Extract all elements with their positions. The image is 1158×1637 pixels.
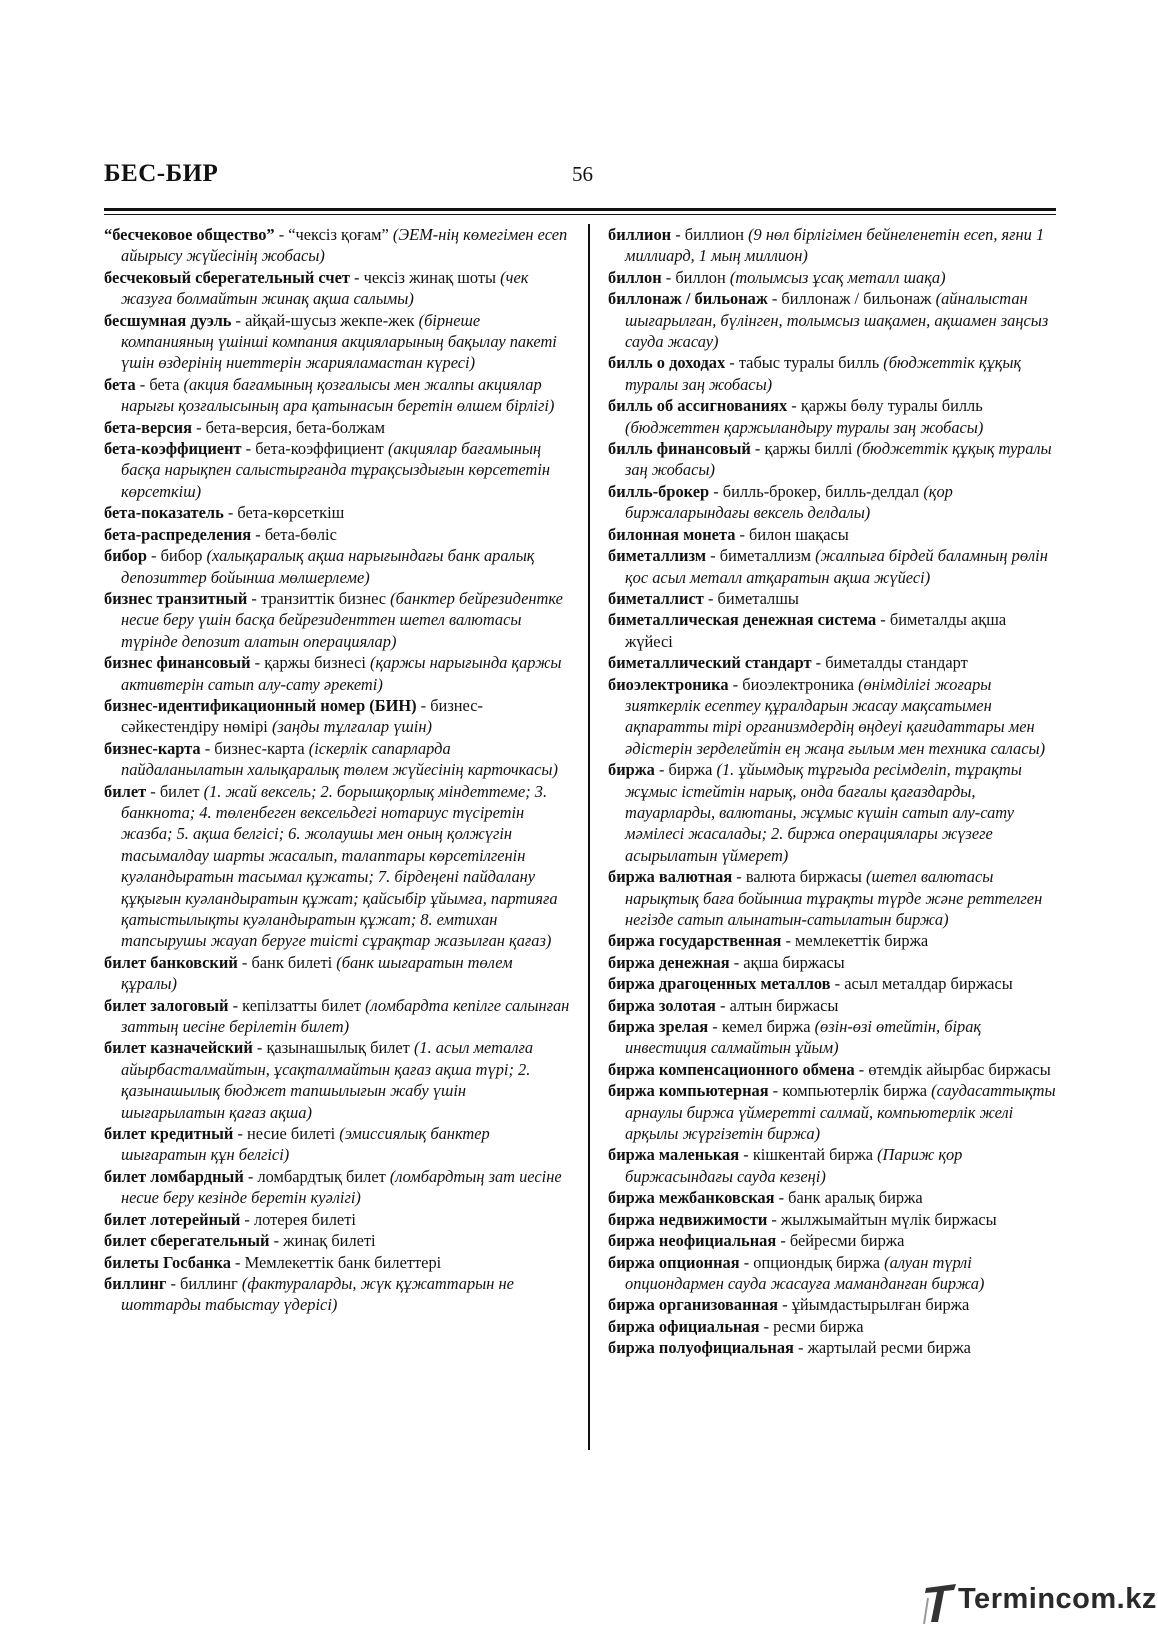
entry-translation: бета [149, 374, 184, 394]
entry-separator: - [735, 524, 750, 544]
entry-definition: (халықаралық ақша нарығындағы банк аралық депозиттер бойынша мөлшерлеме) [121, 546, 535, 587]
entry-term: биржа драгоценных металлов [608, 974, 831, 994]
entry-term: бесшумная дуэль [104, 310, 232, 330]
entry-translation: биллонаж / бильонаж [781, 289, 936, 309]
entry-separator: - [781, 931, 796, 951]
dictionary-entry [608, 395, 1056, 438]
entry-term: бизнес-идентификационный номер (БИН) [104, 695, 417, 715]
dictionary-entry [608, 609, 1056, 652]
entry-translation: жартылай ресми биржа [807, 1338, 971, 1358]
entry-definition: (айналыстан шығарылған, бүлінген, толымсыз шақамен, ақшамен заңсыз сауда жасау) [625, 289, 1049, 352]
dictionary-entry [608, 952, 1056, 973]
entry-definition: (1. жай вексель; 2. борышқорлық міндеттеме; 3. банкнота; 4. төленбеген вексельдегі нотариус түсіретін жазба; 5. ақша белгісі; 6. жолаушы мен оның қолжүгін тасымалдау шарты жасалып, талаптары көрсетілгенін куәландыратын тасымал құжаты; 7. бірдеңені пайдалану құқығын куәландыратын құжат; қайсыбір ұйымға, партияға қатыстылықты куәландыратын құжат; 8. емтихан тапсырушы жауап беруге тиісті сұрақтар жазылған қағаз) [121, 781, 558, 951]
entry-term: бета-распределения [104, 524, 252, 544]
entry-term: биржа опционная [608, 1252, 740, 1272]
dictionary-entry [608, 1080, 1056, 1144]
entry-definition: (1. ұйымдық тұрғыда ресімделіп, тұрақты жұмыс істейтін нарық, онда бағалы қағаздарды, тауарларды, валютаны, жұмыс күшін сатып алу-сату мәмілесі жасалады; 2. биржа операциялары жүзеге асырылатын үймерет) [625, 760, 1022, 865]
entry-term: билеты Госбанка [104, 1252, 231, 1272]
entry-separator: - [251, 524, 265, 544]
dictionary-entry [104, 310, 571, 374]
entry-definition: (заңды тұлғалар үшін) [271, 717, 432, 737]
entry-term: биржа полуофициальная [608, 1338, 794, 1358]
entry-definition: (өнімділігі жоғары зияткерлік есептеу құралдарын жасау мақсатымен ақпаратты тірі организмдердің өңдеуі қағидаттары мен әдістерін зерделейтін ең жаңа ғылым мен техника саласы) [625, 674, 1046, 758]
entry-definition: (бюджеттік құқық туралы заң жобасы) [625, 353, 1022, 394]
entry-separator: - [830, 974, 845, 994]
entry-separator: - [768, 1081, 783, 1101]
dictionary-entry [608, 1016, 1056, 1059]
dictionary-entry [608, 1252, 1056, 1295]
entry-term: биржа компенсационного обмена [608, 1059, 855, 1079]
entry-term: билль о доходах [608, 353, 726, 373]
entry-separator: - [146, 546, 161, 566]
entry-definition: (бюджеттен қаржыландыру туралы заң жобасы) [625, 417, 984, 437]
entry-term: билет [104, 781, 147, 801]
entry-term: биржа золотая [608, 995, 716, 1015]
entry-term: бета-показатель [104, 503, 224, 523]
dictionary-entry [104, 502, 571, 523]
entry-separator: - [876, 610, 890, 630]
entry-term: биметаллическая денежная система [608, 610, 877, 630]
dictionary-entry [608, 930, 1056, 951]
entry-definition: (чек жазуға болмайтын жинақ ақша салымы) [121, 267, 529, 309]
entry-translation: биллион [684, 225, 749, 244]
entry-definition: (қаржы нарығында қаржы активтерін сатып алу-сату әрекеті) [121, 653, 562, 694]
entry-separator: - [671, 225, 685, 244]
entry-separator: - [252, 1038, 267, 1058]
dictionary-entry [608, 759, 1056, 866]
entry-translation: қазынашылық билет [266, 1038, 414, 1058]
dictionary-entry [608, 1209, 1056, 1230]
entry-translation: чексіз жинақ шоты [363, 267, 501, 287]
entry-translation: валюта биржасы [745, 867, 867, 887]
entry-definition: (1. асыл металға айырбасталмайтын, ұсақталмайтын қағаз ақша түрі; 2. қазынашылық бюджет тапшылығын жабу үшін шығарылатын қағаз ақша) [121, 1038, 534, 1122]
entry-separator: - [135, 374, 150, 394]
dictionary-entry [608, 545, 1056, 588]
entry-term: биметаллический стандарт [608, 653, 812, 673]
entry-definition: (саудасаттықты арнаулы биржа үймеретті салмай, компьютерлік желі арқылы жүргізетін биржа) [625, 1081, 1056, 1144]
entry-term: билет банковский [104, 952, 238, 972]
entry-translation: бизнес-сәйкестендіру нөмірі [121, 695, 483, 737]
entry-definition: (ломбардта кепілге салынған заттың иесіне берілетін билет) [121, 995, 570, 1037]
entry-definition: (фактураларды, жүк құжаттарын не шоттарды табыстау үдерісі) [121, 1273, 514, 1315]
entry-definition: (өзін-өзі өтейтін, бірақ инвестиция салмайтын ұйым) [625, 1017, 982, 1058]
entry-translation: өтемдік айырбас биржасы [868, 1059, 1051, 1079]
entry-separator: - [250, 653, 265, 673]
page-title: БЕС-БИР [104, 160, 219, 187]
header-rule-thick [104, 208, 1056, 211]
entry-separator: - [241, 439, 256, 459]
entry-translation: жинақ билеті [283, 1231, 376, 1251]
dictionary-entry [104, 1252, 571, 1273]
entry-definition: (ЭЕМ-нің көмегімен есеп айырысу жүйесінің жобасы) [121, 225, 568, 266]
entry-separator: - [708, 1017, 722, 1037]
dictionary-entry [608, 288, 1056, 352]
dictionary-entry [104, 781, 571, 952]
entry-term: биметаллист [608, 588, 704, 608]
entry-translation: биметалды стандарт [825, 653, 968, 673]
entry-separator: - [349, 267, 364, 287]
entry-translation: биметалшы [717, 588, 799, 608]
entry-term: билет залоговый [104, 995, 229, 1015]
entry-separator: - [240, 1209, 254, 1229]
entry-definition: (акциялар бағамының басқа нарықпен салыстырғанда тұрақсыздығын көрсететін көрсеткіш) [121, 439, 551, 501]
entry-term: бизнес транзитный [104, 588, 248, 608]
dictionary-entry [608, 588, 1056, 609]
dictionary-entry [104, 1037, 571, 1123]
entry-term: биржа валютная [608, 867, 733, 887]
entry-term: биржа межбанковская [608, 1188, 775, 1208]
dictionary-entry [608, 1294, 1056, 1315]
dictionary-entry [104, 224, 571, 267]
termincom-logo-icon [922, 1578, 962, 1626]
entry-separator: - [661, 267, 676, 287]
entry-definition: (банктер бейрезидентке несие беру үшін басқа бейрезиденттен шетел валютасы түрінде депозит алатын операциялар) [121, 588, 563, 651]
entry-translation: биллинг [180, 1273, 242, 1293]
dictionary-entry [104, 1209, 571, 1230]
entry-separator: - [767, 1209, 781, 1229]
entry-translation: ломбардтық билет [257, 1166, 390, 1186]
entry-separator: - [228, 995, 243, 1015]
entry-term: биржа зрелая [608, 1017, 709, 1037]
entry-term: биржа [608, 760, 655, 780]
dictionary-entry [608, 652, 1056, 673]
entry-separator: - [729, 952, 744, 972]
entry-separator: - [776, 1231, 790, 1251]
dictionary-entry [104, 1230, 571, 1251]
entry-translation: биметаллизм [719, 546, 816, 566]
entry-definition: (алуан түрлі опциондармен сауда жасауға маманданған биржа) [625, 1252, 985, 1293]
entry-term: бибор [104, 546, 147, 566]
entry-separator: - [192, 417, 206, 437]
entry-translation: Мемлекеттік банк билеттері [244, 1252, 442, 1272]
entry-translation: билль-брокер, билль-делдал [722, 481, 924, 501]
entry-term: биржа компьютерная [608, 1081, 769, 1101]
entry-definition: (эмиссиялық банктер шығаратын құн белгісі) [121, 1124, 490, 1165]
entry-separator: - [793, 1338, 808, 1358]
entry-separator: - [703, 588, 718, 608]
entry-definition: (бюджеттік құқық туралы заң жобасы) [625, 439, 1052, 480]
entry-definition: (жалпыға бірдей баламның рөлін қос асыл металл атқаратын ақша жүйесі) [625, 546, 1048, 587]
dictionary-entry [104, 588, 571, 652]
entry-translation: “чексіз қоғам” [288, 225, 393, 244]
dictionary-entry [608, 973, 1056, 994]
dictionary-entry [608, 674, 1056, 760]
entry-term: биллион [608, 225, 672, 244]
dictionary-entry [104, 738, 571, 781]
dictionary-entry [608, 267, 1056, 288]
dictionary-entry [104, 524, 571, 545]
dictionary-entry [104, 438, 571, 502]
entry-translation: транзиттік бизнес [260, 588, 391, 608]
entry-separator: - [230, 1252, 245, 1272]
entry-term: биллон [608, 267, 662, 287]
dictionary-entry [608, 1059, 1056, 1080]
entry-translation: опциондық биржа [753, 1252, 885, 1272]
entry-definition: (9 нөл бірлігімен бейнеленетін есеп, яғни 1 миллиард, 1 мың миллион) [625, 225, 1045, 266]
right-column [608, 224, 1056, 1359]
entry-term: бесчековый сберегательный счет [104, 267, 350, 287]
entry-term: бизнес финансовый [104, 653, 251, 673]
entry-term: билонная монета [608, 524, 736, 544]
entry-separator: - [767, 289, 782, 309]
entry-term: билль об ассигнованиях [608, 396, 788, 416]
entry-term: билет сберегательный [104, 1231, 270, 1251]
entry-translation: бета-бөліс [264, 524, 337, 544]
dictionary-entry [608, 352, 1056, 395]
entry-translation: бета-коэффициент [255, 439, 388, 459]
entry-definition: (шетел валютасы нарықтық баға бойынша тұрақты түрде және реттелген негізде сатып алынатын-сатылатын биржа) [625, 867, 1043, 929]
entry-separator: - [706, 546, 720, 566]
entry-definition: (толымсыз ұсақ металл шақа) [729, 267, 946, 287]
entry-separator: - [269, 1231, 284, 1251]
entry-term: биржа недвижимости [608, 1209, 768, 1229]
watermark-text: Termincom.kz [958, 1583, 1157, 1615]
dictionary-entry [608, 1316, 1056, 1337]
dictionary-entry [104, 374, 571, 417]
dictionary-entry [608, 1337, 1056, 1358]
entry-translation: мемлекеттік биржа [795, 931, 929, 951]
entry-separator: - [787, 396, 801, 416]
entry-translation: кепілзатты билет [242, 995, 366, 1015]
entry-term: биоэлектроника [608, 674, 729, 694]
dictionary-entry [608, 1144, 1056, 1187]
entry-separator: - [247, 588, 261, 608]
entry-separator: - [709, 481, 723, 501]
dictionary-entry [608, 438, 1056, 481]
entry-translation: биметалды ақша жүйесі [625, 610, 1007, 651]
entry-translation: жылжымайтын мүлік биржасы [780, 1209, 997, 1229]
entry-term: билет казначейский [104, 1038, 253, 1058]
entry-definition: (іскерлік сапарларда пайдаланылатын халықаралық төлем жүйесінің карточкасы) [121, 738, 558, 780]
entry-translation: бета-версия, бета-болжам [205, 417, 386, 437]
entry-separator: - [231, 310, 246, 330]
entry-term: билет кредитный [104, 1124, 234, 1144]
entry-separator: - [739, 1252, 754, 1272]
entry-term: биржа маленькая [608, 1145, 740, 1165]
dictionary-entry [608, 866, 1056, 930]
entry-definition: (банк шығаратын төлем құралы) [121, 952, 513, 994]
entry-translation: кемел биржа [721, 1017, 815, 1037]
entry-translation: ұйымдастырылған биржа [791, 1295, 970, 1315]
entry-translation: биоэлектроника [742, 674, 859, 694]
entry-term: билет лотерейный [104, 1209, 241, 1229]
entry-term: биллонаж / бильонаж [608, 289, 768, 309]
entry-separator: - [732, 867, 746, 887]
entry-separator: - [146, 781, 160, 801]
entry-translation: ресми биржа [773, 1316, 864, 1336]
entry-translation: бибор [160, 546, 207, 566]
entry-separator: - [166, 1273, 181, 1293]
entry-term: биржа официальная [608, 1316, 760, 1336]
entry-translation: биллон [675, 267, 730, 287]
entry-translation: қаржы бизнесі [264, 653, 371, 673]
dictionary-entry [608, 1187, 1056, 1208]
entry-separator: - [778, 1295, 792, 1315]
entry-term: биметаллизм [608, 546, 707, 566]
entry-translation: кішкентай биржа [752, 1145, 878, 1165]
entry-translation: билет [159, 781, 204, 801]
entry-term: биржа организованная [608, 1295, 779, 1315]
dictionary-entry [608, 995, 1056, 1016]
entry-definition: (Париж қор биржасындағы сауда кезеңі) [625, 1145, 963, 1186]
entry-separator: - [728, 674, 743, 694]
entry-translation: банк аралық биржа [788, 1188, 923, 1208]
entry-separator: - [233, 1124, 248, 1144]
entry-translation: ақша биржасы [743, 952, 845, 972]
entry-translation: несие билеті [247, 1124, 340, 1144]
entry-definition: (акция бағамының қозғалысы мен жалпы акциялар нарығы қозғалысының ара қатынасын беретін өлшем бірлігі) [121, 374, 555, 416]
entry-definition: (ломбардтың зат иесіне несие беру кезінде беретін куәлігі) [121, 1166, 562, 1208]
dictionary-entry [608, 1230, 1056, 1251]
entry-term: бета-версия [104, 417, 192, 437]
entry-translation: қаржы биллі [764, 439, 857, 459]
entry-term: билль-брокер [608, 481, 710, 501]
dictionary-entry [608, 481, 1056, 524]
entry-term: билет ломбардный [104, 1166, 244, 1186]
dictionary-entry [104, 952, 571, 995]
dictionary-entry [104, 267, 571, 310]
entry-term: биллинг [104, 1273, 167, 1293]
entry-term: биржа государственная [608, 931, 782, 951]
dictionary-entry [608, 224, 1056, 267]
entry-term: бета [104, 374, 136, 394]
entry-separator: - [243, 1166, 258, 1186]
dictionary-entry [104, 545, 571, 588]
entry-definition: (бірнеше компанияның үшінші компания акцияларының бақылау пакеті үшін өздерінің ниеттерін жарияламастан күресі) [121, 310, 557, 373]
entry-separator: - [759, 1316, 774, 1336]
entry-translation: бизнес-карта [214, 738, 309, 758]
entry-translation: табыс туралы билль [738, 353, 884, 373]
entry-translation: айқай-шусыз жекпе-жек [245, 310, 419, 330]
entry-translation: қаржы бөлу туралы билль [800, 396, 983, 416]
dictionary-entry [104, 995, 571, 1038]
entry-translation: билон шақасы [749, 524, 849, 544]
entry-term: биржа денежная [608, 952, 730, 972]
entry-separator: - [774, 1188, 789, 1208]
entry-definition: (қор биржаларындағы вексель делдалы) [625, 481, 953, 523]
entry-separator: - [274, 225, 289, 244]
entry-separator: - [416, 695, 431, 715]
entry-separator: - [237, 952, 252, 972]
column-divider [588, 224, 590, 1450]
entry-term: “бесчековое общество” [104, 225, 275, 244]
entry-translation: бейресми биржа [789, 1231, 905, 1251]
entry-separator: - [200, 738, 215, 758]
entry-translation: лотерея билеті [253, 1209, 356, 1229]
left-column [104, 224, 571, 1316]
entry-translation: компьютерлік биржа [782, 1081, 932, 1101]
entry-separator: - [811, 653, 826, 673]
entry-separator: - [750, 439, 765, 459]
entry-separator: - [854, 1059, 869, 1079]
entry-separator: - [223, 503, 238, 523]
dictionary-entry [608, 524, 1056, 545]
entry-translation: банк билеті [251, 952, 337, 972]
entry-translation: асыл металдар биржасы [844, 974, 1013, 994]
entry-translation: биржа [668, 760, 717, 780]
page-number: 56 [572, 162, 593, 186]
entry-term: бета-коэффициент [104, 439, 242, 459]
entry-term: билль финансовый [608, 439, 751, 459]
entry-separator: - [725, 353, 739, 373]
dictionary-entry [104, 695, 571, 738]
entry-term: бизнес-карта [104, 738, 201, 758]
entry-separator: - [715, 995, 730, 1015]
dictionary-entry [104, 417, 571, 438]
entry-separator: - [654, 760, 669, 780]
header-rule-thin [104, 214, 1056, 215]
entry-term: биржа неофициальная [608, 1231, 777, 1251]
dictionary-entry [104, 1123, 571, 1166]
entry-translation: бета-көрсеткіш [237, 503, 345, 523]
entry-separator: - [739, 1145, 753, 1165]
entry-translation: алтын биржасы [729, 995, 839, 1015]
dictionary-entry [104, 652, 571, 695]
dictionary-entry [104, 1166, 571, 1209]
dictionary-entry [104, 1273, 571, 1316]
